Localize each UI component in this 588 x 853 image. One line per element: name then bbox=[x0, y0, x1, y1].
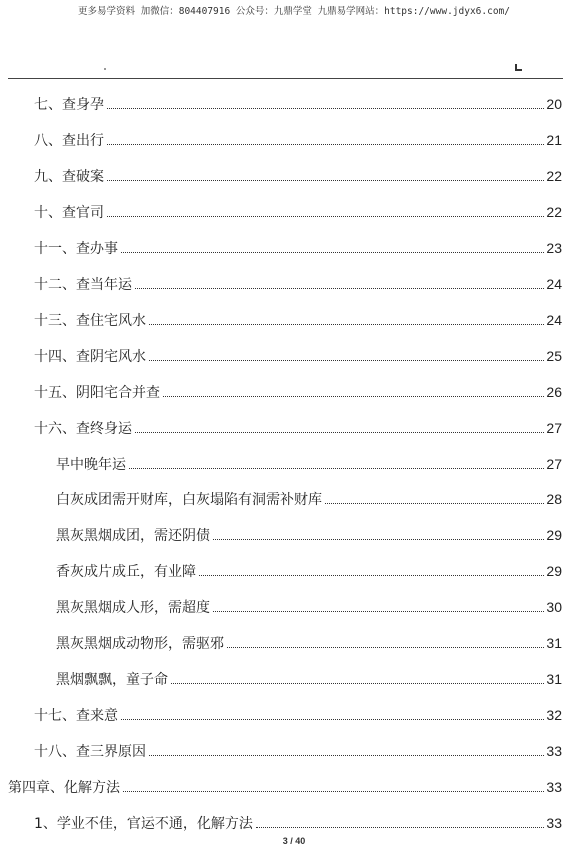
toc-entry[interactable] bbox=[34, 130, 562, 150]
toc-entry-page: 31 bbox=[546, 635, 562, 651]
toc-entry-page: 33 bbox=[546, 815, 562, 831]
toc-entry-page: 28 bbox=[546, 491, 562, 507]
toc-entry-label: 黑灰黑烟成团，需还阴债 bbox=[56, 528, 210, 544]
header-mark-right bbox=[515, 64, 522, 71]
toc-leader-dots bbox=[256, 826, 545, 828]
toc-entry[interactable] bbox=[34, 274, 562, 294]
toc-entry-label: 1、学业不佳，官运不通，化解方法 bbox=[34, 816, 253, 832]
toc-entry-label: 黑烟飘飘，童子命 bbox=[56, 672, 168, 688]
toc-entry-page: 33 bbox=[546, 779, 562, 795]
toc-entry[interactable] bbox=[34, 813, 562, 833]
toc-leader-dots bbox=[213, 538, 544, 540]
toc-entry-page: 24 bbox=[546, 276, 562, 292]
toc-leader-dots bbox=[121, 718, 544, 720]
toc-entry[interactable] bbox=[34, 166, 562, 186]
toc-leader-dots bbox=[107, 107, 544, 109]
toc-entry-label: 黑灰黑烟成人形，需超度 bbox=[56, 600, 210, 616]
toc-subentry[interactable] bbox=[56, 561, 562, 581]
toc-entry-label: 十八、查三界原因 bbox=[34, 744, 146, 760]
toc-entry[interactable] bbox=[34, 94, 562, 114]
toc-subentry[interactable] bbox=[56, 597, 562, 617]
toc-entry-label: 黑灰黑烟成动物形，需驱邪 bbox=[56, 636, 224, 652]
toc-entry-label: 十五、阴阳宅合并查 bbox=[34, 385, 160, 401]
toc-entry[interactable] bbox=[34, 382, 562, 402]
toc-leader-dots bbox=[107, 215, 544, 217]
toc-entry-page: 22 bbox=[546, 168, 562, 184]
toc-entry-page: 27 bbox=[546, 420, 562, 436]
toc-leader-dots bbox=[325, 502, 544, 504]
toc-entry-label: 八、查出行 bbox=[34, 133, 104, 149]
toc-entry[interactable] bbox=[34, 310, 562, 330]
toc-entry-page: 23 bbox=[546, 240, 562, 256]
toc-subentry[interactable] bbox=[56, 669, 562, 689]
toc-entry-label: 第四章、化解方法 bbox=[8, 780, 120, 796]
toc-leader-dots bbox=[135, 431, 544, 433]
toc-entry[interactable] bbox=[34, 705, 562, 725]
toc-entry-page: 26 bbox=[546, 384, 562, 400]
toc-leader-dots bbox=[171, 682, 544, 684]
toc-leader-dots bbox=[107, 179, 544, 181]
toc-subentry[interactable] bbox=[56, 454, 562, 474]
toc-subentry[interactable] bbox=[56, 525, 562, 545]
toc-entry-label: 十、查官司 bbox=[34, 205, 104, 221]
header-mark-left bbox=[104, 68, 106, 70]
toc-entry-page: 27 bbox=[546, 456, 562, 472]
toc-entry-label: 早中晚年运 bbox=[56, 457, 126, 473]
toc-entry[interactable] bbox=[34, 202, 562, 222]
toc-entry-label: 十一、查办事 bbox=[34, 241, 118, 257]
toc-leader-dots bbox=[213, 610, 544, 612]
toc-entry[interactable] bbox=[34, 418, 562, 438]
toc-entry-label: 十三、查住宅风水 bbox=[34, 313, 146, 329]
page-indicator: 3 / 40 bbox=[282, 836, 306, 846]
toc-leader-dots bbox=[107, 143, 544, 145]
toc-entry-label: 七、查身孕 bbox=[34, 97, 104, 113]
toc-leader-dots bbox=[149, 754, 544, 756]
toc-leader-dots bbox=[121, 251, 544, 253]
toc-entry-page: 30 bbox=[546, 599, 562, 615]
toc-entry[interactable] bbox=[34, 346, 562, 366]
toc-entry-label: 十六、查终身运 bbox=[34, 421, 132, 437]
toc-leader-dots bbox=[149, 323, 544, 325]
toc-entry-page: 24 bbox=[546, 312, 562, 328]
toc-leader-dots bbox=[135, 287, 544, 289]
toc-entry-page: 33 bbox=[546, 743, 562, 759]
toc-subentry[interactable] bbox=[56, 489, 562, 509]
toc-entry-page: 20 bbox=[546, 96, 562, 112]
toc-leader-dots bbox=[123, 790, 544, 792]
toc-entry-page: 29 bbox=[546, 563, 562, 579]
toc-entry-label: 十七、查来意 bbox=[34, 708, 118, 724]
header-divider bbox=[8, 78, 563, 79]
toc-entry-label: 十二、查当年运 bbox=[34, 277, 132, 293]
toc-entry[interactable] bbox=[34, 238, 562, 258]
toc-leader-dots bbox=[129, 467, 544, 469]
page-header-text: 更多易学资料 加微信：804407916 公众号：九鼎学堂 九鼎易学网站：https://www.jdyx6.com/ bbox=[78, 6, 510, 17]
toc-entry-page: 21 bbox=[546, 132, 562, 148]
toc-entry-page: 32 bbox=[546, 707, 562, 723]
toc-entry-label: 香灰成片成丘，有业障 bbox=[56, 564, 196, 580]
toc-leader-dots bbox=[163, 395, 544, 397]
toc-entry-label: 十四、查阴宅风水 bbox=[34, 349, 146, 365]
toc-subentry[interactable] bbox=[56, 633, 562, 653]
toc-entry-page: 31 bbox=[546, 671, 562, 687]
toc-entry-label: 九、查破案 bbox=[34, 169, 104, 185]
toc-entry-page: 25 bbox=[546, 348, 562, 364]
toc-entry-label: 白灰成团需开财库，白灰塌陷有洞需补财库 bbox=[56, 492, 322, 508]
toc-leader-dots bbox=[227, 646, 544, 648]
toc-chapter-entry[interactable] bbox=[8, 777, 562, 797]
toc-entry-page: 22 bbox=[546, 204, 562, 220]
toc-entry-page: 29 bbox=[546, 527, 562, 543]
toc-entry[interactable] bbox=[34, 741, 562, 761]
toc-leader-dots bbox=[149, 359, 544, 361]
toc-leader-dots bbox=[199, 574, 544, 576]
